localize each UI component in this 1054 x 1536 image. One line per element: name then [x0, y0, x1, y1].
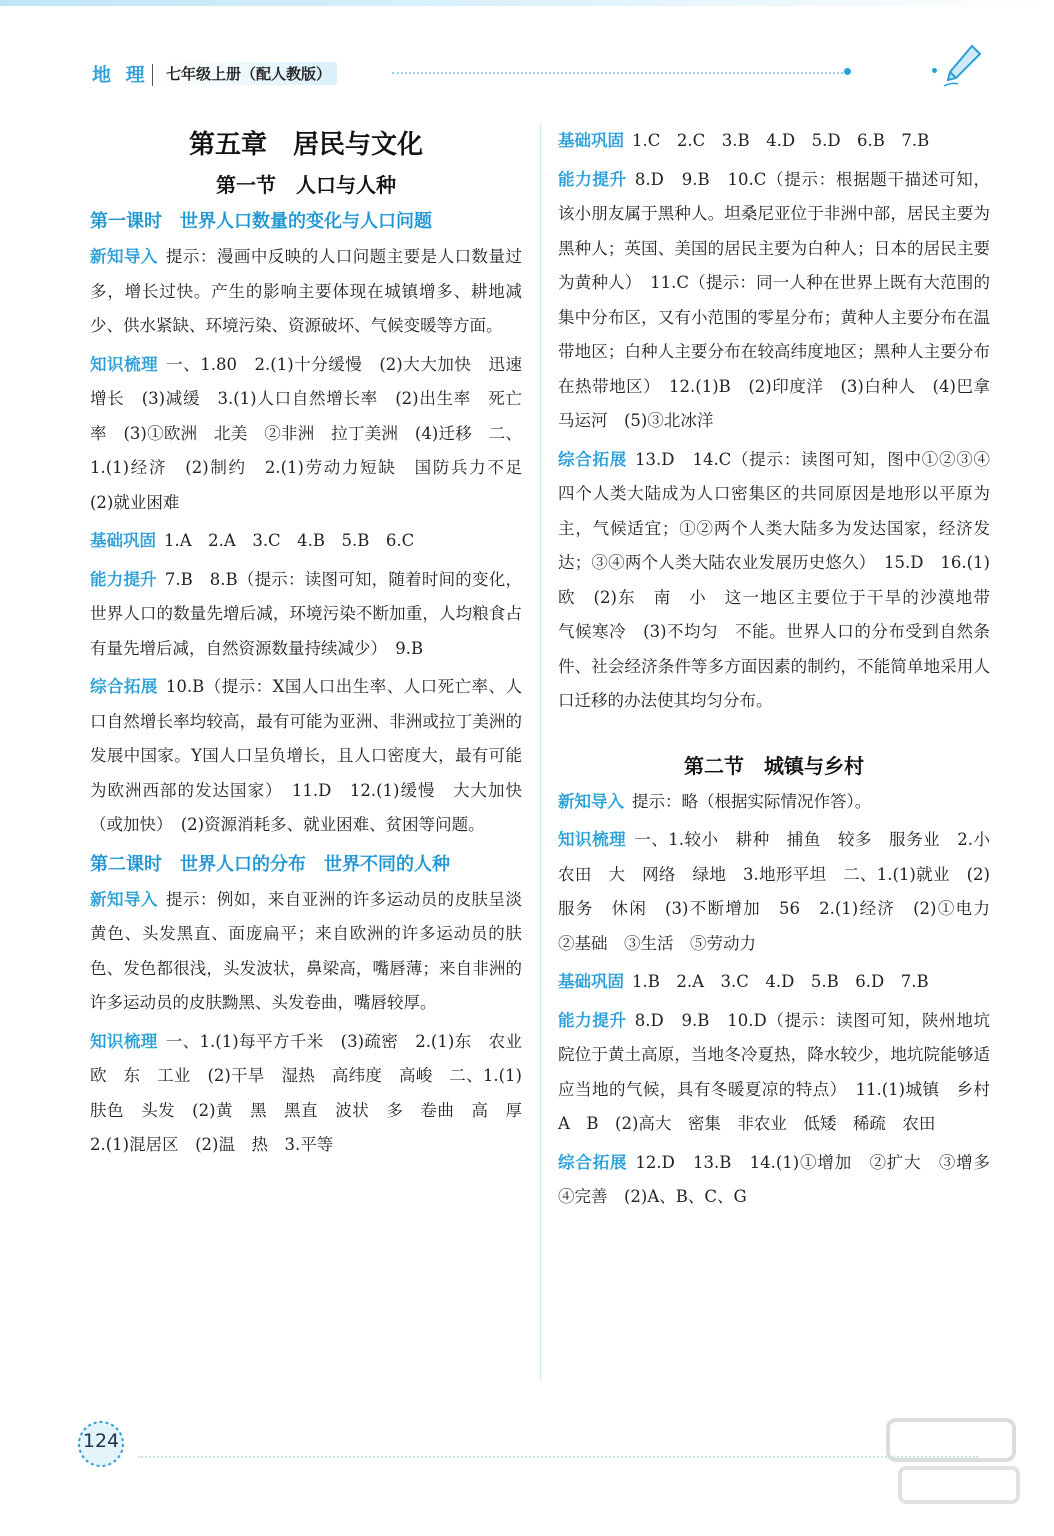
- block-text: 提示：漫画中反映的人口问题主要是人口数量过多，增长过快。产生的影响主要体现在城镇增多、耕地减少、供水紧缺、环境污染、资源破坏、气候变暖等方面。: [90, 247, 523, 335]
- block-text: 一、1.较小 耕种 捕鱼 较多 服务业 2.小 农田 大 网络 绿地 3.地形平坦 二、1.(1)就业 (2)服务 休闲 (3)不断增加 56 2.(1)经济 (2)①电力 ②基础 ③生活 ⑤劳动力: [558, 830, 1007, 953]
- block-text: 13.D 14.C（提示：读图可知，图中①②③④四个人类大陆成为人口密集区的共同原因是地形以平原为主，气候适宜；①②两个人类大陆多为发达国家，经济发达；③④两个人类大陆农业发展历史悠久） 15.D 16.(1)欧 (2)东 南 小 这一地区主要位于干旱的沙漠地带 气候寒冷 (3)不均匀 不能。世界人口的分布受到自然条件、社会经济条件等多方面因素的制约，不能简单地采用人口迁移的办法使其均匀分布。: [558, 449, 1007, 710]
- block-text: 8.D 9.B 10.D（提示：读图可知，陕州地坑院位于黄土高原，当地冬冷夏热，降水较少，地坑院能够适应当地的气候，具有冬暖夏凉的特点） 11.(1)城镇 乡村 A B (2)高大 密集 非农业 低矮 稀疏 农田: [558, 1010, 1007, 1133]
- header-dotted-line: [392, 72, 847, 74]
- block-label: 能力提升: [558, 169, 627, 189]
- header-divider: [152, 64, 153, 86]
- block-text: 一、1.(1)每平方千米 (3)疏密 2.(1)东 农业 欧 东 工业 (2)干旱 湿热 高纬度 高峻 二、1.(1)肤色 头发 (2)黄 黑 黑直 波状 多 卷曲 高 厚 2.(1)混居区 (2)温 热 3.平等: [90, 1031, 539, 1154]
- block-label: 基础巩固: [90, 531, 156, 550]
- answer-block: [558, 1004, 1007, 1142]
- footer-dotted-line: [138, 1456, 978, 1458]
- answer-block: [558, 785, 990, 820]
- block-text: 7.B 8.B（提示：读图可知，随着时间的变化，世界人口的数量先增后减，环境污染不断加重，人均粮食占有量先增后减，自然资源数量持续减少） 9.B: [90, 569, 522, 658]
- header-dot-small: [932, 68, 937, 73]
- section-title: 第二节 城镇与乡村: [684, 753, 864, 778]
- block-label: 基础巩固: [558, 131, 624, 150]
- answer-block: [90, 670, 522, 843]
- block-text: 1.C 2.C 3.B 4.D 5.D 6.B 7.B: [632, 131, 930, 150]
- block-label: 能力提升: [90, 569, 157, 589]
- answer-block: [90, 348, 539, 521]
- page-number: 124: [82, 1430, 120, 1452]
- block-text: 1.A 2.A 3.C 4.B 5.B 6.C: [164, 531, 415, 550]
- answer-block: [90, 524, 522, 559]
- pen-icon: [942, 44, 982, 88]
- answer-block: [558, 1146, 1007, 1215]
- block-text: 12.D 13.B 14.(1)①增加 ②扩大 ③增多 ④完善 (2)A、B、C、G: [558, 1152, 1007, 1206]
- section-title: 第一节 人口与人种: [216, 173, 396, 197]
- block-text: 1.B 2.A 3.C 4.D 5.B 6.D 7.B: [632, 972, 929, 991]
- chapter-title: 第五章 居民与文化: [188, 130, 423, 160]
- block-label: 基础巩固: [558, 972, 624, 991]
- lesson-title: 第一课时 世界人口数量的变化与人口问题: [90, 211, 432, 232]
- page-number-badge-icon: [72, 1418, 130, 1470]
- block-label: 综合拓展: [558, 449, 627, 469]
- answer-block: [90, 240, 522, 344]
- answer-block: [90, 883, 522, 1021]
- answer-block: [558, 124, 990, 159]
- column-divider: [540, 124, 541, 1380]
- answer-block: [558, 163, 990, 439]
- top-color-band: [0, 0, 1054, 6]
- block-text: 8.D 9.B 10.C（提示：根据题干描述可知，该小朋友属于黑种人。坦桑尼亚位于非洲中部，居民主要为黑种人；英国、美国的居民主要为白种人；日本的居民主要为黄种人） 11.C（提示：同一人种在世界上既有大范围的集中分布区，又有小范围的零星分布；黄种人主要分布在温带地区；白种人主要分布在较高纬度地区；黑种人主要分布在热带地区） 12.(1)B (2)印度洋 (3)白种人 (4)巴拿马运河 (5)③北冰洋: [558, 169, 990, 430]
- block-label: 知识梳理: [90, 1031, 158, 1051]
- answer-block: [90, 1025, 539, 1163]
- block-label: 知识梳理: [90, 354, 159, 374]
- block-label: 综合拓展: [90, 677, 158, 696]
- answer-block: [558, 823, 1007, 961]
- header-dot: [844, 68, 851, 75]
- block-text: 一、1.80 2.(1)十分缓慢 (2)大大加快 迅速增长 (3)减缓 3.(1)人口自然增长率 (2)出生率 死亡率 (3)①欧洲 北美 ②非洲 拉丁美洲 (4)迁移 二、1.(1)经济 (2)制约 2.(1)劳动力短缺 国防兵力不足 (2)就业困难: [90, 354, 539, 512]
- subject-label: 地 理: [92, 64, 149, 86]
- grade-label: 七年级上册（配人教版）: [160, 62, 337, 85]
- block-label: 新知导入: [90, 247, 158, 266]
- block-label: 新知导入: [558, 791, 624, 811]
- block-label: 能力提升: [558, 1010, 627, 1030]
- right-column: [558, 124, 1007, 1215]
- page-header: [92, 58, 992, 92]
- block-label: 新知导入: [90, 889, 158, 909]
- block-label: 知识梳理: [558, 830, 627, 849]
- answer-block: [558, 443, 1007, 719]
- answer-block: [90, 563, 522, 667]
- block-label: 综合拓展: [558, 1152, 628, 1172]
- block-text: 10.B（提示：X国人口出生率、人口死亡率、人口自然增长率均较高，最有可能为亚洲、非洲或拉丁美洲的发展中国家。Y国人口呈负增长，且人口密度大，最有可能为欧洲西部的发达国家） 11.D 12.(1)缓慢 大大加快（或加快） (2)资源消耗多、就业困难、贫困等问题。: [90, 677, 523, 834]
- watermark-stamp-icon: [880, 1412, 1030, 1512]
- block-text: 提示：例如，来自亚洲的许多运动员的皮肤呈淡黄色、头发黑直、面庞扁平；来自欧洲的许多运动员的肤色、发色都很浅，头发波状，鼻梁高，嘴唇薄；来自非洲的许多运动员的皮肤黝黑、头发卷曲，嘴唇较厚。: [90, 889, 523, 1012]
- lesson-title: 第二课时 世界人口的分布 世界不同的人种: [90, 853, 450, 875]
- answer-block: [558, 965, 990, 1000]
- block-text: 提示：略（根据实际情况作答）。: [632, 791, 872, 811]
- left-column: [90, 124, 539, 1163]
